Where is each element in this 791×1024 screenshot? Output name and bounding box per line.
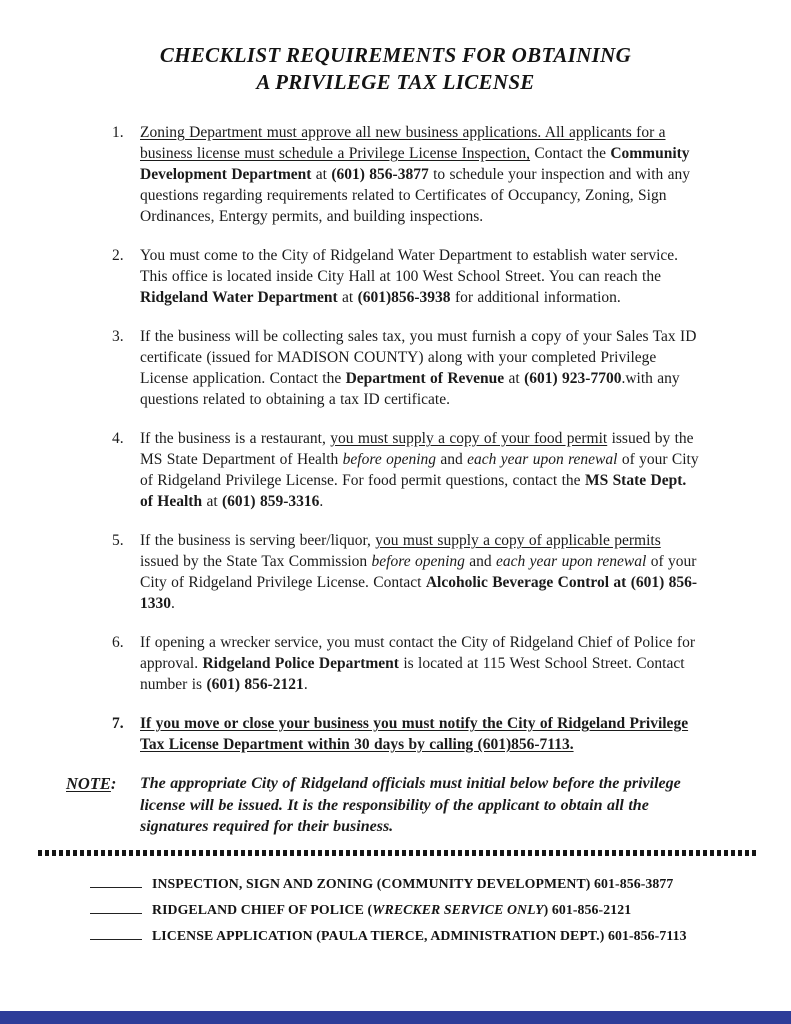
item-text xyxy=(140,713,702,755)
item-number: 2. xyxy=(112,247,124,264)
text-segment: of your City of Ridgeland Privilege License. For food permit questions, contact the xyxy=(140,451,699,489)
checklist-item xyxy=(112,713,791,755)
note-section xyxy=(66,773,791,838)
checklist-item xyxy=(112,245,791,308)
text-segment: Ridgeland Police Department xyxy=(202,655,399,672)
signature-text xyxy=(152,926,687,946)
text-segment: MS State Dept. of Health xyxy=(140,472,687,510)
signature-text xyxy=(152,900,631,920)
text-segment: (601) 859-3316 xyxy=(222,493,320,510)
text-segment: at xyxy=(504,370,525,387)
text-segment: issued by the MS State Department of Health xyxy=(140,430,694,468)
signature-row xyxy=(90,926,791,946)
text-segment: (601) 856-2121 xyxy=(206,676,304,693)
text-segment: you must supply a copy of your food permit xyxy=(330,430,608,447)
text-segment: before opening xyxy=(371,553,465,570)
text-segment: before opening xyxy=(342,451,437,468)
signature-lines xyxy=(90,874,791,946)
text-segment: each year upon renewal xyxy=(467,451,618,468)
text-segment: Alcoholic Beverage Control at (601) 856-1330 xyxy=(140,574,698,612)
initial-blank-line xyxy=(90,901,142,914)
text-segment: at xyxy=(311,166,332,183)
text-segment: Contact the xyxy=(530,145,611,162)
checklist xyxy=(0,122,791,755)
text-segment: (601)856-3938 xyxy=(357,289,451,306)
text-segment: is located at 115 West School Street. Contact number is xyxy=(140,655,685,693)
signature-text xyxy=(152,874,673,894)
text-segment: (601) 856-3877 xyxy=(331,166,429,183)
text-segment: and xyxy=(436,451,468,468)
text-segment: of your City of Ridgeland Privilege License. Contact xyxy=(140,553,697,591)
checklist-item xyxy=(112,530,791,614)
text-segment: Ridgeland Water Department xyxy=(140,289,338,306)
text-segment: issued by the State Tax Commission xyxy=(140,553,372,570)
text-segment: INSPECTION, SIGN AND ZONING (COMMUNITY DEVELOPMENT) 601-856-3877 xyxy=(152,875,674,891)
item-number: 7. xyxy=(112,715,124,732)
initial-blank-line xyxy=(90,927,142,940)
signature-row xyxy=(90,874,791,894)
title-line-1: CHECKLIST REQUIREMENTS FOR OBTAINING xyxy=(159,43,632,67)
document-title xyxy=(0,42,791,96)
text-segment: ) 601-856-2121 xyxy=(543,901,632,917)
item-text xyxy=(140,530,702,614)
bottom-bar xyxy=(0,1011,791,1024)
text-segment: you must supply a copy of applicable permits xyxy=(375,532,661,549)
item-text xyxy=(140,428,702,512)
text-segment: Zoning Department must approve all new business applications. All applicants for a business license must schedule a Privilege License Inspection, xyxy=(140,124,666,162)
checklist-item xyxy=(112,122,791,227)
text-segment: for additional information. xyxy=(450,289,621,306)
item-text xyxy=(140,632,702,695)
text-segment: and xyxy=(464,553,497,570)
note-text: The appropriate City of Ridgeland officials must initial below before the privilege license will be issued. It is the responsibility of the applicant to obtain all the signatures required for their business. xyxy=(140,775,681,835)
checklist-item xyxy=(112,632,791,695)
text-segment: . xyxy=(303,676,308,693)
item-number: 4. xyxy=(112,430,124,447)
text-segment: each year upon renewal xyxy=(496,553,647,570)
text-segment: at xyxy=(337,289,358,306)
initial-blank-line xyxy=(90,875,142,888)
item-text xyxy=(140,122,702,227)
text-segment: WRECKER SERVICE ONLY xyxy=(372,901,544,917)
text-segment: If opening a wrecker service, you must contact the City of Ridgeland Chief of Police for approval. xyxy=(140,634,696,672)
title-line-2: A PRIVILEGE TAX LICENSE xyxy=(256,70,535,94)
text-segment: If the business will be collecting sales tax, you must furnish a copy of your Sales Tax ID certificate (issued for MADISON COUNTY) along with your completed Privilege License application. Contact the xyxy=(140,328,697,387)
text-segment: to schedule your inspection and with any questions regarding requirements related to Certificates of Occupancy, Zoning, Sign Ordinances, Entergy permits, and building inspections. xyxy=(140,166,691,225)
item-number: 3. xyxy=(112,328,124,345)
text-segment: If the business is serving beer/liquor, xyxy=(140,532,376,549)
item-text xyxy=(140,245,702,308)
text-segment: You must come to the City of Ridgeland Water Department to establish water service. This office is located inside City Hall at 100 West School Street. You can reach the xyxy=(140,247,679,285)
item-number: 1. xyxy=(112,124,124,141)
text-segment: (601) 923-7700 xyxy=(524,370,622,387)
text-segment: . xyxy=(319,493,324,510)
checklist-item xyxy=(112,428,791,512)
item-number: 5. xyxy=(112,532,124,549)
text-segment: If you move or close your business you must notify the City of Ridgeland Privilege Tax License Department within 30 days by calling (601)856-7113. xyxy=(140,715,689,753)
text-segment: . xyxy=(171,595,175,612)
text-segment: If the business is a restaurant, xyxy=(140,430,331,447)
signature-row xyxy=(90,900,791,920)
checklist-item xyxy=(112,326,791,410)
dotted-separator xyxy=(38,850,756,856)
text-segment: .with any questions related to obtaining a tax ID certificate. xyxy=(140,370,680,408)
text-segment: at xyxy=(202,493,222,510)
text-segment: RIDGELAND CHIEF OF POLICE ( xyxy=(152,901,373,917)
note-label: NOTE: xyxy=(66,774,117,793)
item-text xyxy=(140,326,702,410)
text-segment: Department of Revenue xyxy=(345,370,505,387)
text-segment: Community Development Department xyxy=(140,145,690,183)
text-segment: LICENSE APPLICATION (PAULA TIERCE, ADMINISTRATION DEPT.) 601-856-7113 xyxy=(152,927,687,943)
item-number: 6. xyxy=(112,634,124,651)
